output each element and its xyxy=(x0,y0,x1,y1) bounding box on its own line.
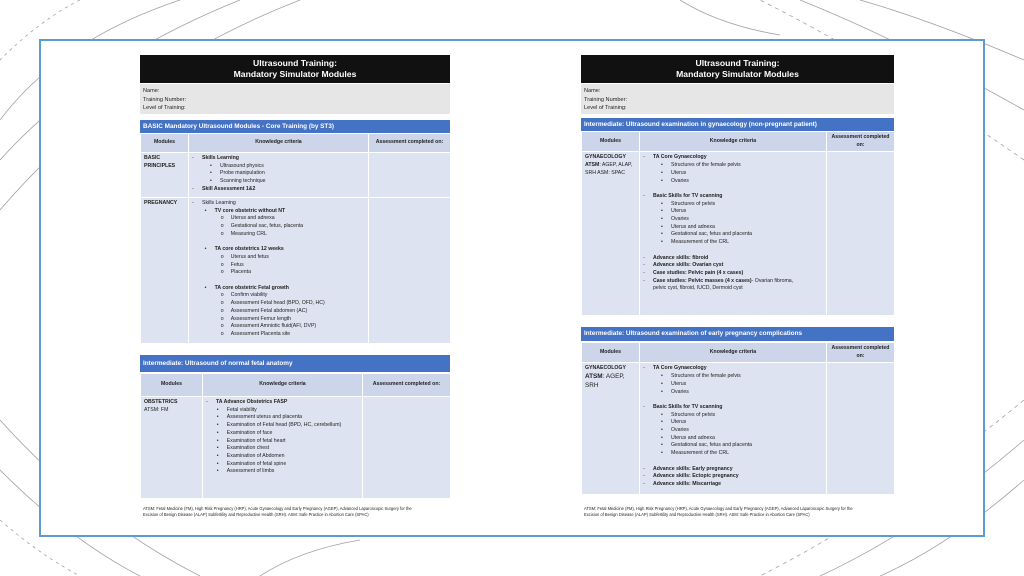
criteria-item xyxy=(192,200,365,208)
criteria-text: TA Core Gynaecology xyxy=(653,154,707,161)
criteria-item xyxy=(643,419,823,427)
bullet-marker: • xyxy=(661,162,663,169)
assessment-cell[interactable] xyxy=(369,153,451,198)
criteria-text: Structures of pelvis xyxy=(671,411,716,418)
criteria-item xyxy=(643,231,823,239)
criteria-item xyxy=(192,223,365,231)
criteria-item xyxy=(643,458,823,466)
criteria-text: Uterus xyxy=(671,419,687,426)
criteria-item xyxy=(206,399,359,407)
bullet-marker: • xyxy=(661,442,663,449)
criteria-text: Advance skills: Miscarriage xyxy=(653,480,722,487)
criteria-item xyxy=(643,412,823,420)
modules-table xyxy=(140,133,451,344)
bullet-marker: - xyxy=(643,262,645,269)
knowledge-criteria-list xyxy=(189,153,369,198)
bullet-marker xyxy=(192,239,202,247)
criteria-text: Assessment of limbs xyxy=(226,468,275,475)
criteria-text: Measurement of the CRL xyxy=(671,450,729,457)
module-name: PREGNANCY xyxy=(144,200,178,206)
bullet-marker: - xyxy=(643,154,645,161)
criteria-text: Structures of the female pelvis xyxy=(671,373,741,380)
criteria-text: Advance skills: Early pregnancy xyxy=(653,465,733,472)
level-of-training-label: Level of Training: xyxy=(584,105,627,111)
assessment-cell[interactable] xyxy=(369,198,451,344)
criteria-item xyxy=(206,414,359,422)
bullet-marker: - xyxy=(643,465,645,472)
criteria-text: TA Advance Obstetrics FASP xyxy=(216,399,288,405)
table-row xyxy=(582,152,895,316)
criteria-text: Advance skills: Ovarian cyst xyxy=(653,262,724,269)
assessment-cell[interactable] xyxy=(827,363,895,495)
criteria-item xyxy=(192,246,365,254)
bullet-marker xyxy=(643,396,653,404)
bullet-marker: • xyxy=(661,200,663,207)
bullet-marker: - xyxy=(643,365,645,372)
criteria-item xyxy=(206,422,359,430)
bullet-marker: • xyxy=(216,437,219,444)
assessment-cell[interactable] xyxy=(363,397,451,499)
criteria-text: Scanning technique xyxy=(220,178,266,185)
criteria-item xyxy=(643,427,823,435)
criteria-text: TA Core Gynaecology xyxy=(653,365,707,372)
bullet-marker: • xyxy=(661,239,663,246)
knowledge-criteria-list xyxy=(640,152,827,316)
criteria-text: Uterus xyxy=(671,169,687,176)
bullet-marker: o xyxy=(220,323,224,330)
name-label: Name: xyxy=(143,88,160,94)
right-document xyxy=(581,55,894,520)
bullet-marker: • xyxy=(204,246,207,253)
table-row xyxy=(582,363,895,495)
criteria-text: Skill Assessment 1&2 xyxy=(202,185,256,192)
bullet-marker: - xyxy=(643,192,645,199)
trainee-info-box xyxy=(581,84,894,114)
col-header-assessment: Assessment completed on: xyxy=(827,132,895,152)
criteria-item xyxy=(643,473,823,481)
section-heading: BASIC Mandatory Ultrasound Modules - Core Training (by ST3) xyxy=(140,120,450,133)
knowledge-criteria-list xyxy=(189,198,369,344)
criteria-text: TA core obstetrics 12 weeks xyxy=(214,246,284,253)
col-header-criteria: Knowledge criteria xyxy=(640,132,827,152)
criteria-item xyxy=(643,170,823,178)
criteria-text: Structures of pelvis xyxy=(671,200,716,207)
criteria-item xyxy=(192,308,365,316)
criteria-text: TA core obstetric Fetal growth xyxy=(214,284,289,291)
module-name: GYNAECOLOGY xyxy=(585,365,626,372)
bullet-marker: o xyxy=(220,330,224,337)
col-header-modules: Modules xyxy=(582,343,640,363)
bullet-marker: - xyxy=(192,155,194,161)
table-row xyxy=(141,397,451,499)
criteria-text-tail: - Ovarian fibroma, xyxy=(751,277,794,284)
criteria-text: Uterus and adnexa xyxy=(230,215,275,222)
criteria-text: Advance skills: fibroid xyxy=(653,254,709,261)
criteria-text: Assessment Placenta site xyxy=(230,330,291,337)
criteria-item xyxy=(643,201,823,209)
module-name: OBSTETRICS xyxy=(144,399,178,405)
criteria-item xyxy=(192,262,365,270)
criteria-text: Skills Learning xyxy=(202,155,239,161)
criteria-item xyxy=(643,154,823,162)
criteria-item xyxy=(643,185,823,193)
bullet-marker: • xyxy=(216,406,219,413)
criteria-text: TV core obstetric without NT xyxy=(214,207,286,214)
col-header-modules: Modules xyxy=(141,374,203,397)
criteria-text: Confirm viability xyxy=(230,292,268,299)
criteria-text: Examination of fetal heart xyxy=(226,437,286,444)
criteria-text: Uterus xyxy=(671,380,687,387)
criteria-text: pelvic cyst, fibroid, IUCD, Dermoid cyst xyxy=(653,285,743,292)
document-title xyxy=(140,55,450,83)
bullet-marker: • xyxy=(210,178,212,185)
bullet-marker: • xyxy=(661,216,663,223)
module-name: GYNAECOLOGY xyxy=(585,154,626,161)
criteria-item xyxy=(192,300,365,308)
module-atsm-label: ATSM xyxy=(585,373,603,381)
criteria-text: Examination of Abdomen xyxy=(226,452,285,459)
bullet-marker: • xyxy=(661,223,663,230)
bullet-marker: • xyxy=(661,208,663,215)
criteria-text: Case studies: Pelvic masses (4 x cases) xyxy=(653,277,752,284)
criteria-item xyxy=(206,468,359,476)
criteria-item xyxy=(192,231,365,239)
criteria-item xyxy=(643,396,823,404)
criteria-text: Ovaries xyxy=(671,216,689,223)
table-row xyxy=(141,198,451,344)
criteria-item xyxy=(643,481,823,489)
criteria-text: Probe manipulation xyxy=(220,170,265,177)
title-line-1: Ultrasound Training: xyxy=(695,58,780,68)
section-heading: Intermediate: Ultrasound examination of early pregnancy complications xyxy=(581,327,894,341)
criteria-text: Fetal viability xyxy=(226,406,257,413)
footnote-line-2: Excision of Benign Disease (ALAP) Subfertility and Reproductive Health (SRH). ASM: Safe Practice in Abortion Care (SPAC) xyxy=(143,511,369,517)
knowledge-criteria-list xyxy=(203,397,363,499)
bullet-marker: - xyxy=(206,399,208,405)
bullet-marker: o xyxy=(220,269,224,276)
training-number-label: Training Number: xyxy=(584,96,628,103)
criteria-item xyxy=(192,254,365,262)
criteria-item xyxy=(192,170,365,178)
level-of-training-label: Level of Training: xyxy=(143,105,186,111)
name-label: Name: xyxy=(584,88,601,94)
criteria-item xyxy=(206,430,359,438)
section-heading: Intermediate: Ultrasound examination in gynaecology (non-pregnant patient) xyxy=(581,118,894,131)
bullet-marker: • xyxy=(216,468,219,475)
criteria-item xyxy=(643,216,823,224)
criteria-item xyxy=(192,316,365,324)
document-title xyxy=(581,55,894,83)
bullet-marker: o xyxy=(220,223,224,230)
bullet-marker: - xyxy=(643,254,645,261)
bullet-marker: o xyxy=(220,307,224,314)
bullet-marker: • xyxy=(661,450,663,457)
bullet-marker: o xyxy=(220,215,224,222)
bullet-marker: - xyxy=(643,269,645,276)
table-row xyxy=(141,153,451,198)
criteria-item xyxy=(206,445,359,453)
bullet-marker: • xyxy=(216,445,219,452)
col-header-modules: Modules xyxy=(141,134,189,153)
criteria-item xyxy=(192,163,365,171)
criteria-text: Placenta xyxy=(230,269,251,276)
criteria-item xyxy=(643,255,823,263)
col-header-modules: Modules xyxy=(582,132,640,152)
footnote-line-2: Excision of Benign Disease (ALAP) Subfertility and Reproductive Health (SRH). ASM: Safe Practice in Abortion Care (SPAC) xyxy=(584,511,810,517)
modules-table xyxy=(140,373,451,499)
criteria-item xyxy=(192,331,365,339)
criteria-text: Examination of face xyxy=(226,429,273,436)
col-header-assessment: Assessment completed on: xyxy=(827,343,895,363)
bullet-marker: - xyxy=(643,277,645,284)
criteria-item xyxy=(643,435,823,443)
criteria-item xyxy=(643,404,823,412)
criteria-item xyxy=(192,292,365,300)
criteria-text: Case studies: Pelvic pain (4 x cases) xyxy=(653,269,744,276)
criteria-text: Uterus and adnexa xyxy=(671,434,715,441)
footnote-line-1: ATSM: Fetal Medicine (FM), High Risk Pregnancy (HRP), Acute Gynaecology and Early Pregnancy (AGEP), Advanced Laparoscopic Surgery for the xyxy=(143,506,412,511)
bullet-marker: • xyxy=(661,427,663,434)
criteria-text: Structures of the female pelvis xyxy=(671,162,741,169)
col-header-assessment: Assessment completed on: xyxy=(369,134,451,153)
bullet-marker: • xyxy=(661,231,663,238)
bullet-marker: o xyxy=(220,230,224,237)
criteria-item xyxy=(643,247,823,255)
criteria-item xyxy=(643,262,823,270)
criteria-item xyxy=(206,438,359,446)
criteria-item xyxy=(643,270,823,278)
criteria-text: Uterus and fetus xyxy=(230,253,269,260)
bullet-marker: • xyxy=(661,434,663,441)
bullet-marker xyxy=(643,247,653,255)
col-header-criteria: Knowledge criteria xyxy=(189,134,369,153)
section-heading: Intermediate: Ultrasound of normal fetal anatomy xyxy=(140,355,450,372)
criteria-text: Fetus xyxy=(230,261,244,268)
criteria-text: Ovaries xyxy=(671,388,689,395)
criteria-item xyxy=(643,178,823,186)
col-header-criteria: Knowledge criteria xyxy=(640,343,827,363)
trainee-info-box xyxy=(140,84,450,114)
bullet-marker: • xyxy=(216,422,219,429)
criteria-text: Examination of Fetal head (BPD, HC, cerebellum) xyxy=(226,422,342,429)
bullet-marker: o xyxy=(220,315,224,322)
criteria-item xyxy=(192,285,365,293)
modules-table xyxy=(581,342,895,495)
criteria-text: Assessment Femur length xyxy=(230,315,292,322)
criteria-text: Assessment uterus and placenta xyxy=(226,414,303,421)
bullet-marker xyxy=(643,185,653,193)
criteria-item xyxy=(643,450,823,458)
criteria-text: Skills Learning xyxy=(202,200,236,206)
module-name: BASIC PRINCIPLES xyxy=(144,155,176,169)
criteria-item xyxy=(192,178,365,186)
footnote-line-1: ATSM: Fetal Medicine (FM), High Risk Pregnancy (HRP), Acute Gynaecology and Early Pregnancy (AGEP), Advanced Laparoscopic Surgery for the xyxy=(584,506,853,511)
criteria-text: Ovaries xyxy=(671,177,689,184)
criteria-item xyxy=(643,208,823,216)
criteria-text: Gestational sac, fetus, placenta xyxy=(230,223,304,230)
criteria-text: Examination chest xyxy=(226,445,270,452)
bullet-marker: • xyxy=(216,429,219,436)
bullet-marker xyxy=(643,458,653,466)
criteria-item xyxy=(192,277,365,285)
criteria-item xyxy=(643,442,823,450)
bullet-marker xyxy=(192,277,202,285)
knowledge-criteria-list xyxy=(640,363,827,495)
criteria-text: Measurement of the CRL xyxy=(671,239,729,246)
bullet-marker: • xyxy=(661,373,663,380)
criteria-item xyxy=(192,239,365,247)
criteria-text: Basic Skills for TV scanning xyxy=(653,403,723,410)
module-atsm: : AGEP, SRH xyxy=(585,373,625,389)
bullet-marker: - xyxy=(192,185,194,192)
training-number-label: Training Number: xyxy=(143,96,187,103)
bullet-marker xyxy=(643,285,653,293)
criteria-item xyxy=(643,162,823,170)
bullet-marker: • xyxy=(661,388,663,395)
criteria-item xyxy=(206,453,359,461)
bullet-marker: - xyxy=(643,480,645,487)
criteria-item xyxy=(192,269,365,277)
criteria-text: Assessment Amniotic fluid(AFI, DVP) xyxy=(230,323,317,330)
bullet-marker: • xyxy=(216,460,219,467)
criteria-item xyxy=(643,365,823,373)
criteria-item xyxy=(643,193,823,201)
criteria-text: Uterus and adnexa xyxy=(671,223,715,230)
bullet-marker: • xyxy=(661,380,663,387)
criteria-item xyxy=(206,407,359,415)
bullet-marker: • xyxy=(210,170,212,177)
bullet-marker: - xyxy=(643,473,645,480)
criteria-item xyxy=(643,389,823,397)
bullet-marker: • xyxy=(661,411,663,418)
bullet-marker: - xyxy=(192,200,194,206)
bullet-marker: o xyxy=(220,253,224,260)
bullet-marker: • xyxy=(216,452,219,459)
col-header-criteria: Knowledge criteria xyxy=(203,374,363,397)
bullet-marker: • xyxy=(204,284,207,291)
criteria-text: Examination of fetal spine xyxy=(226,460,287,467)
criteria-text: Basic Skills for TV scanning xyxy=(653,192,723,199)
bullet-marker: • xyxy=(216,414,219,421)
criteria-item xyxy=(643,285,823,293)
criteria-item xyxy=(192,323,365,331)
bullet-marker: • xyxy=(661,177,663,184)
criteria-item xyxy=(643,239,823,247)
criteria-item xyxy=(643,381,823,389)
title-line-2: Mandatory Simulator Modules xyxy=(233,69,357,79)
title-line-2: Mandatory Simulator Modules xyxy=(676,69,799,79)
footnote xyxy=(581,506,894,517)
col-header-assessment: Assessment completed on: xyxy=(363,374,451,397)
criteria-text: Gestational sac, fetus and placenta xyxy=(671,442,753,449)
criteria-item xyxy=(192,155,365,163)
assessment-cell[interactable] xyxy=(827,152,895,316)
module-atsm: ATSM: FM xyxy=(144,406,169,413)
criteria-text: Uterus xyxy=(671,208,687,215)
bullet-marker: o xyxy=(220,292,224,299)
module-atsm-label: ATSM xyxy=(585,162,600,169)
criteria-item xyxy=(643,224,823,232)
left-document xyxy=(140,55,450,520)
criteria-item xyxy=(192,215,365,223)
criteria-item xyxy=(643,278,823,286)
criteria-item xyxy=(643,466,823,474)
criteria-text: Assessment Fetal abdomen (AC) xyxy=(230,307,308,314)
footnote xyxy=(140,506,450,517)
bullet-marker: - xyxy=(643,403,645,410)
bullet-marker: • xyxy=(210,162,212,169)
bullet-marker: o xyxy=(220,300,224,307)
criteria-text: Assessment Fetal head (BPD, OFD, HC) xyxy=(230,300,325,307)
bullet-marker: • xyxy=(661,419,663,426)
criteria-text: Gestational sac, fetus and placenta xyxy=(671,231,753,238)
criteria-text: Ovaries xyxy=(671,427,689,434)
criteria-item xyxy=(192,208,365,216)
criteria-text: Advance skills: Ectopic pregnancy xyxy=(653,473,739,480)
bullet-marker: o xyxy=(220,261,224,268)
title-line-1: Ultrasound Training: xyxy=(252,58,338,68)
modules-table xyxy=(581,131,895,316)
criteria-text: Ultrasound physics xyxy=(220,162,264,169)
bullet-marker: • xyxy=(204,207,207,214)
criteria-text: Measuring CRL xyxy=(230,230,267,237)
criteria-item xyxy=(192,186,365,194)
module-atsm: : AGEP, ALAP, SRH ASM: SPAC xyxy=(585,162,633,176)
criteria-item xyxy=(206,461,359,469)
criteria-item xyxy=(643,373,823,381)
bullet-marker: • xyxy=(661,169,663,176)
